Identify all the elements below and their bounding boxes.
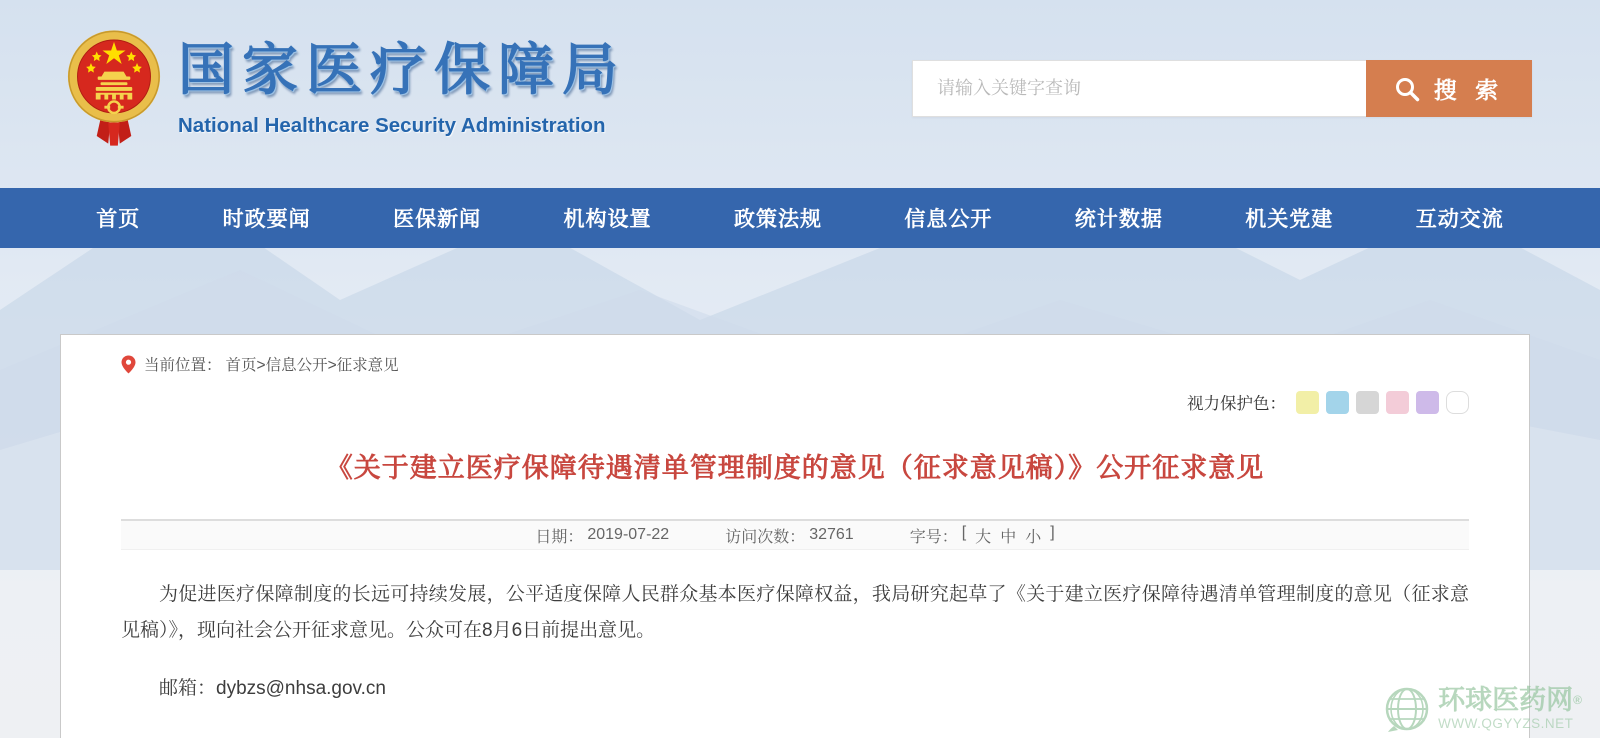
meta-date-value: 2019-07-22 <box>587 526 670 543</box>
nav-item-policies[interactable]: 政策法规 <box>733 208 822 231</box>
nav-item-home[interactable]: 首页 <box>96 208 141 231</box>
meta-visits-label: 访问次数： <box>725 528 806 546</box>
search-input[interactable] <box>912 60 1366 117</box>
article-meta-bar <box>121 519 1469 550</box>
eye-color-white[interactable] <box>1446 391 1469 414</box>
brand-block <box>178 26 626 138</box>
meta-visits <box>725 524 854 547</box>
meta-date-label: 日期： <box>535 528 584 546</box>
search-button-label: 搜 索 <box>1433 77 1505 103</box>
meta-font-size-label: 字号： <box>909 528 958 546</box>
registered-mark: ® <box>1573 693 1582 707</box>
site-title: 国家医疗保障局 <box>178 38 626 101</box>
nav-item-interaction[interactable]: 互动交流 <box>1415 208 1504 231</box>
font-size-medium-button[interactable]: 中 <box>1000 528 1017 546</box>
search-icon <box>1394 76 1420 102</box>
breadcrumb-path[interactable]: 首页>信息公开>征求意见 <box>225 357 399 374</box>
search-button[interactable] <box>1366 60 1532 117</box>
nav-item-statistics[interactable]: 统计数据 <box>1074 208 1163 231</box>
nav-item-organization[interactable]: 机构设置 <box>563 208 652 231</box>
eye-protect-row <box>121 390 1469 414</box>
search-bar <box>912 60 1532 117</box>
breadcrumb <box>121 353 1469 375</box>
meta-visits-value: 32761 <box>809 526 854 543</box>
eye-protect-label: 视力保护色： <box>1187 395 1286 413</box>
meta-date <box>535 524 669 547</box>
font-size-large-button[interactable]: 大 <box>975 528 992 546</box>
font-size-small-button[interactable]: 小 <box>1025 528 1042 546</box>
national-emblem-logo <box>66 26 162 150</box>
site-subtitle: National Healthcare Security Administration <box>178 114 606 137</box>
nav-item-politics-news[interactable]: 时政要闻 <box>222 208 311 231</box>
location-pin-icon <box>121 355 136 374</box>
eye-color-gray[interactable] <box>1356 391 1379 414</box>
font-size-bracket-open: [ <box>961 523 967 541</box>
font-size-bracket-close: ] <box>1050 523 1055 541</box>
eye-color-purple[interactable] <box>1416 391 1439 414</box>
watermark-url: WWW.QGYYZS.NET <box>1438 716 1574 731</box>
eye-color-yellow[interactable] <box>1296 391 1319 414</box>
email-label: 邮箱： <box>159 678 217 699</box>
contact-email-row <box>121 673 1469 700</box>
nav-item-medical-news[interactable]: 医保新闻 <box>393 208 482 231</box>
watermark-name: 环球医药网® <box>1438 685 1582 715</box>
eye-color-pink[interactable] <box>1386 391 1409 414</box>
email-value: dybzs@nhsa.gov.cn <box>216 678 386 699</box>
eye-color-blue[interactable] <box>1326 391 1349 414</box>
breadcrumb-label: 当前位置： <box>144 357 222 374</box>
site-header <box>0 0 1600 188</box>
content-card <box>60 334 1530 738</box>
meta-font-size <box>910 524 1055 547</box>
main-nav <box>0 188 1600 248</box>
article-title: 《关于建立医疗保障待遇清单管理制度的意见（征求意见稿）》公开征求意见 <box>325 453 1265 483</box>
nav-item-party-building[interactable]: 机关党建 <box>1245 208 1334 231</box>
article-paragraph: 为促进医疗保障制度的长远可持续发展，公平适度保障人民群众基本医疗保障权益，我局研究起草了《关于建立医疗保障待遇清单管理制度的意见（征求意见稿）》，现向社会公开征求意见。公众可在8月6日前提出意见。 <box>121 584 1469 641</box>
nav-item-info-disclosure[interactable]: 信息公开 <box>904 208 993 231</box>
